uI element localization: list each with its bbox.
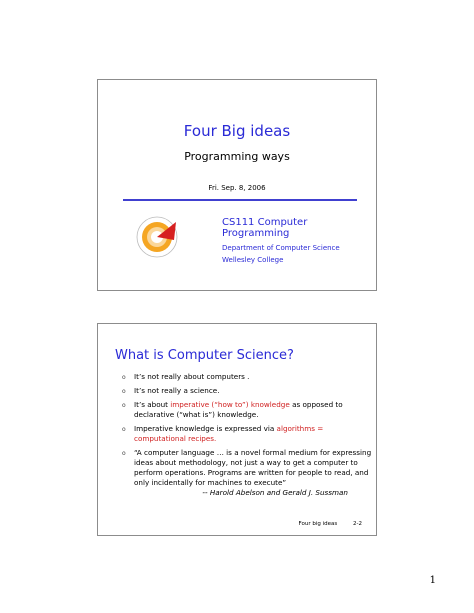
quote-text: “A computer language … is a novel formal medium for expressing ideas about methodology, not just a way to get a computer to perform operations. Programs are written for people to read, and only incidentally for machines to execute” (134, 448, 372, 487)
footer-label: Four big ideas (298, 521, 338, 527)
slide-subtitle: Programming ways (184, 150, 290, 163)
bullet-text: It’s not really about computers . (134, 372, 250, 381)
page-number: 1 (429, 575, 436, 586)
divider (123, 199, 357, 201)
bullet-icon: o (122, 426, 126, 433)
slide-date: Fri. Sep. 8, 2006 (208, 184, 266, 192)
bullet-text: It’s not really a science. (134, 386, 220, 395)
highlighted-term: algorithms = computational recipes. (134, 424, 324, 443)
quote-attribution (134, 488, 374, 498)
course-title: CS111 Computer Programming (222, 217, 308, 239)
bullet-text-post: as opposed to declarative (“what is”) knowledge. (134, 400, 343, 419)
bullet-icon: o (122, 450, 126, 457)
bullet-list (116, 372, 374, 502)
bullet-icon: o (122, 388, 126, 395)
highlighted-term: imperative (“how to”) knowledge (170, 400, 290, 409)
slide-footer (285, 521, 362, 527)
list-item (116, 400, 374, 420)
college-logo-icon (136, 216, 178, 258)
bullet-icon: o (122, 402, 126, 409)
bullet-icon: o (122, 374, 126, 381)
college-name: Wellesley College (222, 256, 284, 264)
slide-2 (97, 323, 377, 536)
bullet-text-pre: It’s about (134, 400, 171, 409)
list-item (116, 424, 374, 444)
affiliation (222, 242, 340, 266)
slide-title: Four Big ideas (183, 122, 291, 140)
department-name: Department of Computer Science (222, 244, 340, 252)
bullet-text-pre: Imperative knowledge is expressed via (134, 424, 277, 433)
slide-1 (97, 79, 377, 291)
list-item (116, 372, 374, 382)
footer-page: 2-2 (353, 521, 362, 527)
attribution-text: -- Harold Abelson and Gerald J. Sussman (202, 488, 348, 497)
slide-title: What is Computer Science? (115, 348, 294, 363)
list-item (116, 386, 374, 396)
list-item (116, 448, 374, 498)
